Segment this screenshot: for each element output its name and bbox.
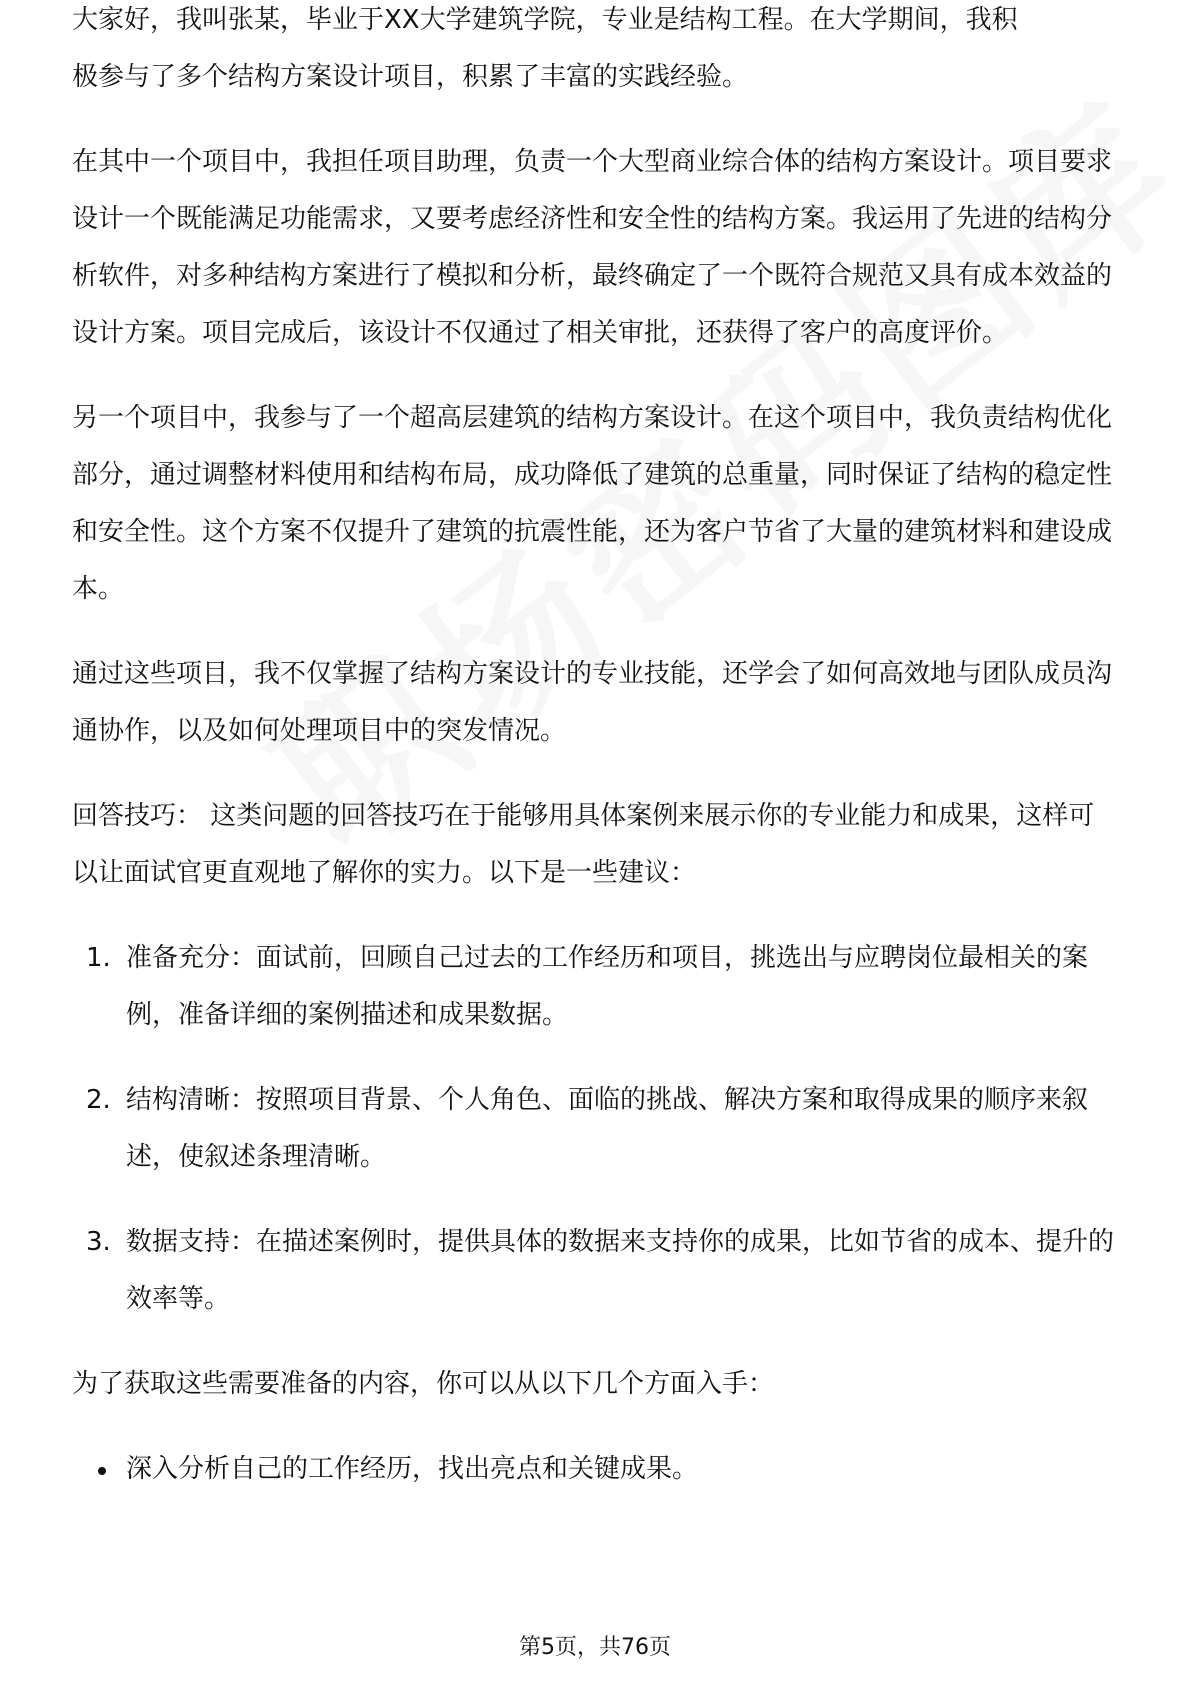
tips-list	[72, 930, 1118, 1328]
list-number: 2.	[86, 1085, 111, 1115]
list-item	[72, 930, 1118, 1044]
list-item	[72, 1214, 1118, 1328]
paragraph-1: 极参与了多个结构方案设计项目，积累了丰富的实践经验。	[72, 62, 749, 92]
page-content	[72, 5, 1118, 1498]
answer-tips-paragraph: 回答技巧： 这类问题的回答技巧在于能够用具体案例来展示你的专业能力和成果，这样可以让面试官更直观地了解你的实力。以下是一些建议：	[72, 801, 1095, 888]
paragraph-2: 在其中一个项目中，我担任项目助理，负责一个大型商业综合体的结构方案设计。项目要求设计一个既能满足功能需求，又要考虑经济性和安全性的结构方案。我运用了先进的结构分析软件，对多种结构方案进行了模拟和分析，最终确定了一个既符合规范又具有成本效益的设计方案。项目完成后，该设计不仅通过了相关审批，还获得了客户的高度评价。	[72, 147, 1113, 348]
list-item-text: 结构清晰：按照项目背景、个人角色、面临的挑战、解决方案和取得成果的顺序来叙述，使叙述条理清晰。	[126, 1085, 1089, 1172]
list-item	[72, 1441, 1118, 1498]
list-item-text: 准备充分：面试前，回顾自己过去的工作经历和项目，挑选出与应聘岗位最相关的案例，准备详细的案例描述和成果数据。	[126, 943, 1089, 1030]
paragraph-4: 通过这些项目，我不仅掌握了结构方案设计的专业技能，还学会了如何高效地与团队成员沟通协作，以及如何处理项目中的突发情况。	[72, 659, 1113, 746]
list-number: 1.	[86, 943, 111, 973]
list-item	[72, 1072, 1118, 1186]
page-number: 第5页，共76页	[519, 1635, 671, 1660]
paragraph-3: 另一个项目中，我参与了一个超高层建筑的结构方案设计。在这个项目中，我负责结构优化部分，通过调整材料使用和结构布局，成功降低了建筑的总重量，同时保证了结构的稳定性和安全性。这个方案不仅提升了建筑的抗震性能，还为客户节省了大量的建筑材料和建设成本。	[72, 403, 1113, 604]
bullet-icon	[98, 1467, 106, 1475]
list-number: 3.	[86, 1227, 111, 1257]
list-item-text: 深入分析自己的工作经历，找出亮点和关键成果。	[126, 1454, 699, 1484]
bullet-list	[72, 1441, 1118, 1498]
cut-off-line: 大家好，我叫张某，毕业于XX大学建筑学院，专业是结构工程。在大学期间，我积	[72, 5, 1018, 35]
list-item-text: 数据支持：在描述案例时，提供具体的数据来支持你的成果，比如节省的成本、提升的效率等。	[126, 1227, 1115, 1314]
intro-paragraph: 为了获取这些需要准备的内容，你可以从以下几个方面入手：	[72, 1369, 775, 1399]
